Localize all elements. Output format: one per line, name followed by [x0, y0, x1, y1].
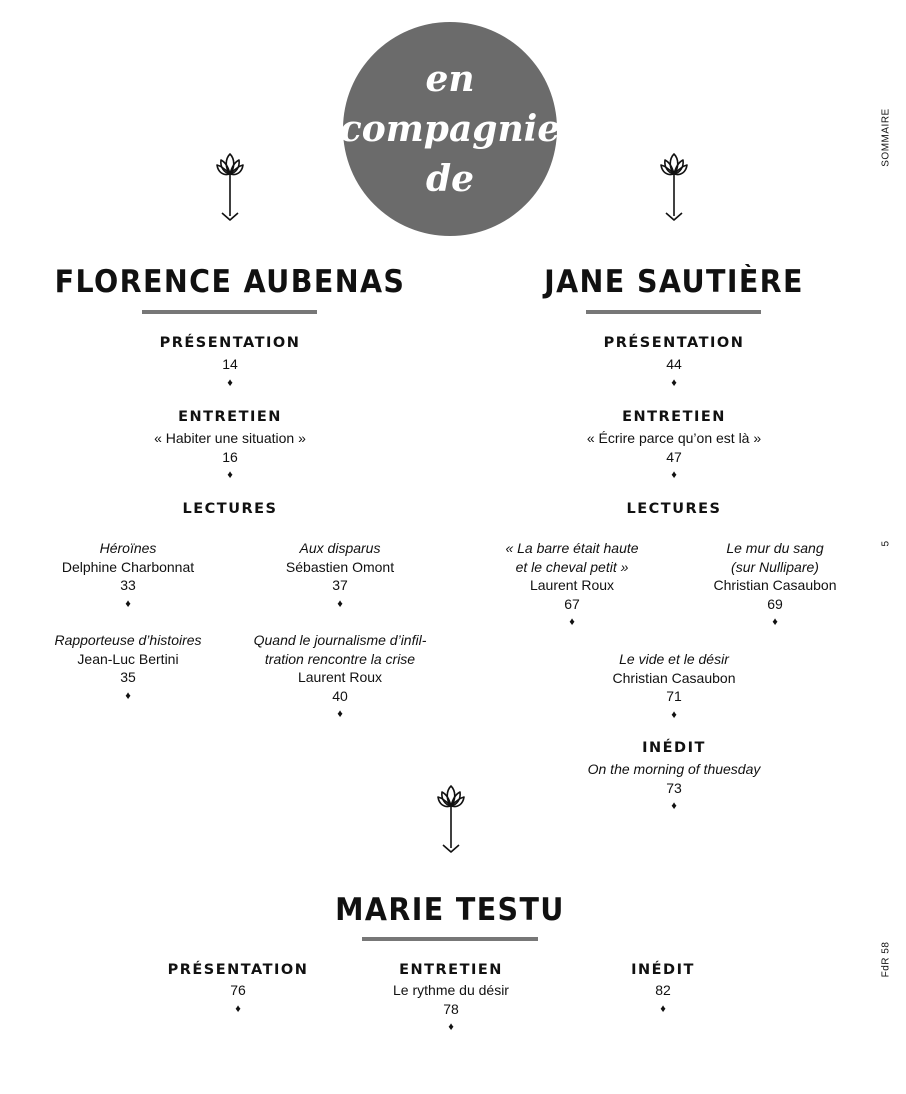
page-ref: 71	[666, 688, 682, 704]
lecture-title-line-2: tration rencontre la crise	[264, 650, 416, 667]
testu-entretien	[351, 981, 551, 1037]
page-ref: 37	[332, 577, 348, 593]
diamond-separator: ♦	[671, 376, 677, 389]
testu-inedit	[563, 981, 763, 1018]
sautiere-entretien	[524, 429, 824, 485]
diamond-separator: ♦	[125, 689, 131, 702]
lecture-author: Christian Casaubon	[713, 577, 837, 593]
diamond-separator: ♦	[227, 469, 233, 481]
sidebar-section-label: SOMMAIRE	[880, 108, 892, 167]
page-ref: 78	[443, 1000, 459, 1017]
page-ref: 40	[332, 687, 348, 704]
aubenas-presentation	[130, 355, 330, 392]
aubenas-entretien	[80, 429, 380, 485]
lecture-title: Le vide et le désir	[619, 651, 729, 667]
lecture-author: Laurent Roux	[529, 577, 615, 593]
diamond-separator: ♦	[337, 708, 343, 720]
diamond-separator: ♦	[671, 800, 677, 812]
flower-arrow-icon	[658, 150, 690, 224]
sautiere-inedit	[534, 760, 814, 816]
entretien-subtitle: « Habiter une situation »	[154, 430, 306, 446]
lecture-title-line-2: et le cheval petit »	[515, 558, 629, 575]
testu-inedit-heading: INÉDIT	[631, 962, 695, 978]
page-ref: 82	[655, 982, 671, 998]
diamond-separator: ♦	[772, 616, 778, 628]
aubenas-entretien-heading: ENTRETIEN	[178, 409, 282, 425]
diamond-separator: ♦	[671, 708, 677, 721]
lecture-entry	[675, 539, 875, 632]
entretien-subtitle: Le rythme du désir	[393, 982, 509, 998]
inedit-title: On the morning of thuesday	[587, 761, 761, 777]
diamond-separator: ♦	[227, 376, 233, 389]
lecture-entry	[574, 650, 774, 724]
flower-arrow-icon	[214, 150, 246, 224]
diamond-separator: ♦	[671, 469, 677, 481]
flower-arrow-icon	[435, 782, 467, 856]
lecture-author: Laurent Roux	[297, 669, 383, 685]
author-name-aubenas: FLORENCE AUBENAS	[54, 264, 406, 300]
entretien-subtitle: « Écrire parce qu’on est là »	[586, 430, 762, 446]
diamond-separator: ♦	[235, 1002, 241, 1015]
lecture-title-line-1: « La barre était haute	[505, 540, 639, 556]
title-circle	[339, 22, 561, 236]
aubenas-lectures-heading: LECTURES	[182, 501, 278, 517]
diamond-separator: ♦	[569, 616, 575, 628]
page-ref: 35	[120, 669, 136, 685]
page-ref: 14	[222, 356, 238, 372]
lecture-title-line-1: Le mur du sang	[726, 540, 824, 556]
title-line-3: de	[425, 158, 475, 200]
lecture-author: Christian Casaubon	[612, 669, 736, 686]
testu-presentation	[138, 981, 338, 1018]
lecture-title-line-1: Quand le journalisme d’infil-	[253, 632, 427, 648]
lecture-title: Aux disparus	[299, 540, 381, 556]
sautiere-presentation-heading: PRÉSENTATION	[603, 335, 745, 351]
page-ref: 47	[666, 448, 682, 465]
sautiere-presentation	[574, 355, 774, 392]
diamond-separator: ♦	[125, 597, 131, 610]
page-ref: 16	[222, 448, 238, 465]
lecture-author: Sébastien Omont	[285, 558, 395, 575]
title-line-1: en	[425, 58, 475, 100]
aubenas-presentation-heading: PRÉSENTATION	[159, 335, 301, 351]
diamond-separator: ♦	[448, 1021, 454, 1033]
lecture-entry	[230, 631, 450, 724]
page-ref: 67	[564, 595, 580, 612]
title-line-2: compagnie	[339, 108, 561, 150]
sautiere-entretien-heading: ENTRETIEN	[622, 409, 726, 425]
page-ref: 76	[230, 982, 246, 998]
page-ref: 69	[767, 595, 783, 612]
author-name-sautiere: JANE SAUTIÈRE	[544, 264, 804, 300]
testu-entretien-heading: ENTRETIEN	[399, 962, 503, 978]
diamond-separator: ♦	[337, 597, 343, 610]
lecture-title: Héroïnes	[99, 540, 157, 556]
name-underline	[586, 310, 761, 314]
sautiere-lectures-heading: LECTURES	[626, 501, 722, 517]
lecture-title: Rapporteuse d’histoires	[54, 632, 202, 648]
page-ref: 44	[666, 356, 682, 372]
lecture-title-line-2: (sur Nullipare)	[731, 558, 819, 575]
lecture-entry	[240, 539, 440, 613]
diamond-separator: ♦	[660, 1002, 666, 1015]
lecture-entry	[28, 539, 228, 613]
name-underline	[142, 310, 317, 314]
lecture-entry	[472, 539, 672, 632]
lecture-entry	[18, 631, 238, 705]
sautiere-inedit-heading: INÉDIT	[642, 740, 706, 756]
testu-presentation-heading: PRÉSENTATION	[167, 962, 309, 978]
name-underline	[362, 937, 538, 941]
page-number: 5	[880, 540, 892, 547]
lecture-author: Jean-Luc Bertini	[77, 650, 179, 667]
issue-label: FdR 58	[880, 941, 892, 978]
page-ref: 33	[120, 577, 136, 593]
page-ref: 73	[666, 779, 682, 796]
author-name-testu: MARIE TESTU	[335, 892, 565, 928]
lecture-author: Delphine Charbonnat	[61, 558, 195, 575]
